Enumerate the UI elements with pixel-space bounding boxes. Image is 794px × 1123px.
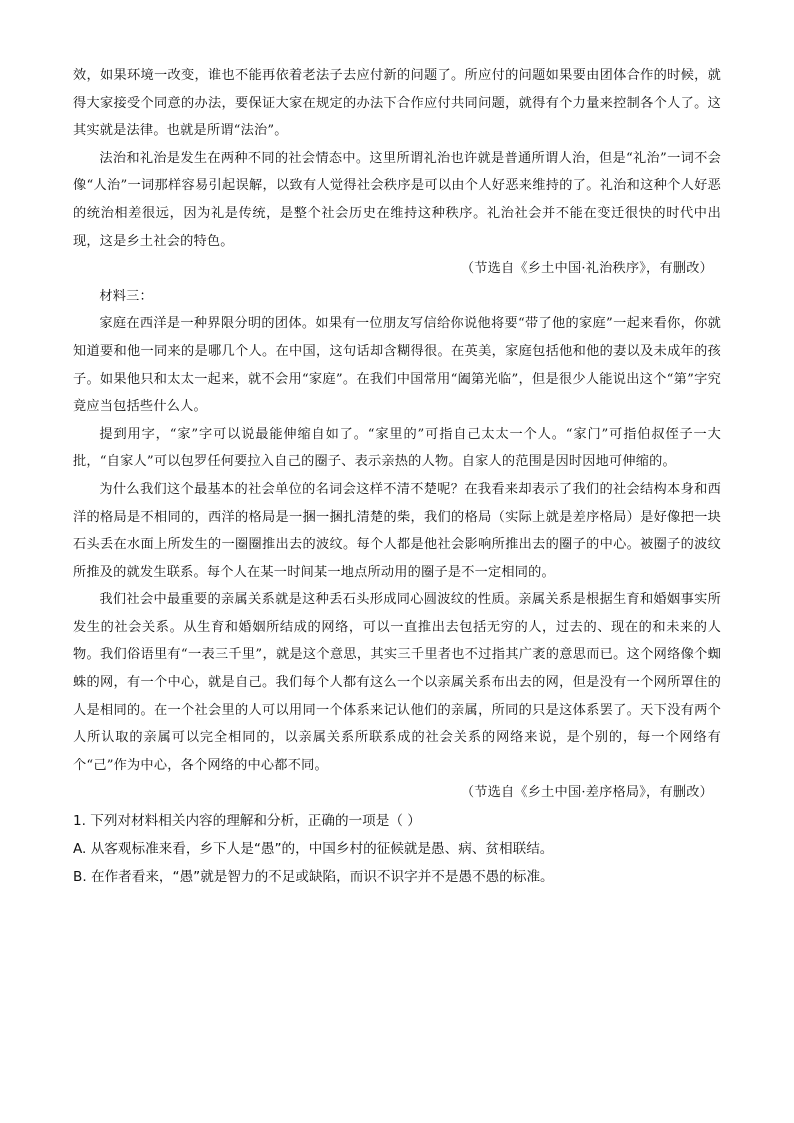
source-citation-differential-order: （节选自《乡土中国·差序格局》，有删改）: [460, 785, 713, 801]
paragraph-continuation: 效，如果环境一改变，谁也不能再依着老法子去应付新的问题了。所应付的问题如果要由团体合作的时候，就得大家接受个同意的办法，要保证大家在规定的办法下合作应付共同问题，就得有个力量来控制各个人了。这其实就是法律。也就是所谓“法治”。: [73, 68, 721, 139]
paragraph-kinship: 我们社会中最重要的亲属关系就是这种丢石头形成同心圆波纹的性质。亲属关系是根据生育和婚姻事实所发生的社会关系。从生育和婚姻所结成的网络，可以一直推出去包括无穷的人，过去的、现在的和未来的人物。我们俗语里有“一表三千里”，就是这个意思，其实三千里者也不过指其广袤的意思而已。这个网络像个蜘蛛的网，有一个中心，就是自己。我们每个人都有这么一个以亲属关系布出去的网，但是没有一个网所罩住的人是相同的。在一个社会里的人可以用同一个体系来记认他们的亲属，所同的只是这体系罢了。天下没有两个人所认取的亲属可以完全相同的，以亲属关系所联系成的社会关系的网络来说，是个别的，每一个网络有个“己”作为中心，各个网络的中心都不同。: [73, 592, 721, 773]
material-three-label: 材料三：: [99, 288, 153, 304]
question-option-a: A. 从客观标准来看，乡下人是“愚”的，中国乡村的征候就是愚、病、贫相联结。: [73, 841, 554, 858]
paragraph-social-structure: 为什么我们这个最基本的社会单位的名词会这样不清不楚呢？在我看来却表示了我们的社会结构本身和西洋的格局是不相同的，西洋的格局是一捆一捆扎清楚的柴，我们的格局（实际上就是差序格局）是好像把一块石头丢在水面上所发生的一圈圈推出去的波纹。每个人都是他社会影响所推出去的圈子的中心。被圈子的波纹所推及的就发生联系。每个人在某一时间某一地点所动用的圈子是不一定相同的。: [73, 481, 721, 580]
paragraph-rule-of-law: 法治和礼治是发生在两种不同的社会情态中。这里所谓礼治也许就是普通所谓人治，但是“礼治”一词不会像“人治”一词那样容易引起误解，以致有人觉得社会秩序是可以由个人好恶来维持的了。礼治和这种个人好恶的统治相差很远，因为礼是传统，是整个社会历史在维持这种秩序。礼治社会并不能在变迁很快的时代中出现，这是乡土社会的特色。: [73, 150, 721, 249]
paragraph-jia-word: 提到用字，“家”字可以说最能伸缩自如了。“家里的”可指自己太太一个人。“家门”可指伯叔侄子一大批，“自家人”可以包罗任何要拉入自己的圈子、表示亲热的人物。自家人的范围是因时因地可伸缩的。: [73, 426, 721, 470]
source-citation-ritual-order: （节选自《乡土中国·礼治秩序》，有删改）: [460, 261, 713, 277]
article-body: [73, 62, 721, 891]
paragraph-family-west: 家庭在西洋是一种界限分明的团体。如果有一位朋友写信给你说他将要“带了他的家庭”一起来看你，你就知道要和他一同来的是哪几个人。在中国，这句话却含糊得很。在英美，家庭包括他和他的妻以及未成年的孩子。如果他只和太太一起来，就不会用“家庭”。在我们中国常用“阖第光临”，但是很少人能说出这个“第”字究竟应当包括些什么人。: [73, 316, 721, 415]
question-stem: 1. 下列对材料相关内容的理解和分析，正确的一项是（ ）: [73, 813, 421, 830]
question-option-b: B. 在作者看来，“愚”就是智力的不足或缺陷，而识不识字并不是愚不愚的标准。: [73, 869, 554, 886]
